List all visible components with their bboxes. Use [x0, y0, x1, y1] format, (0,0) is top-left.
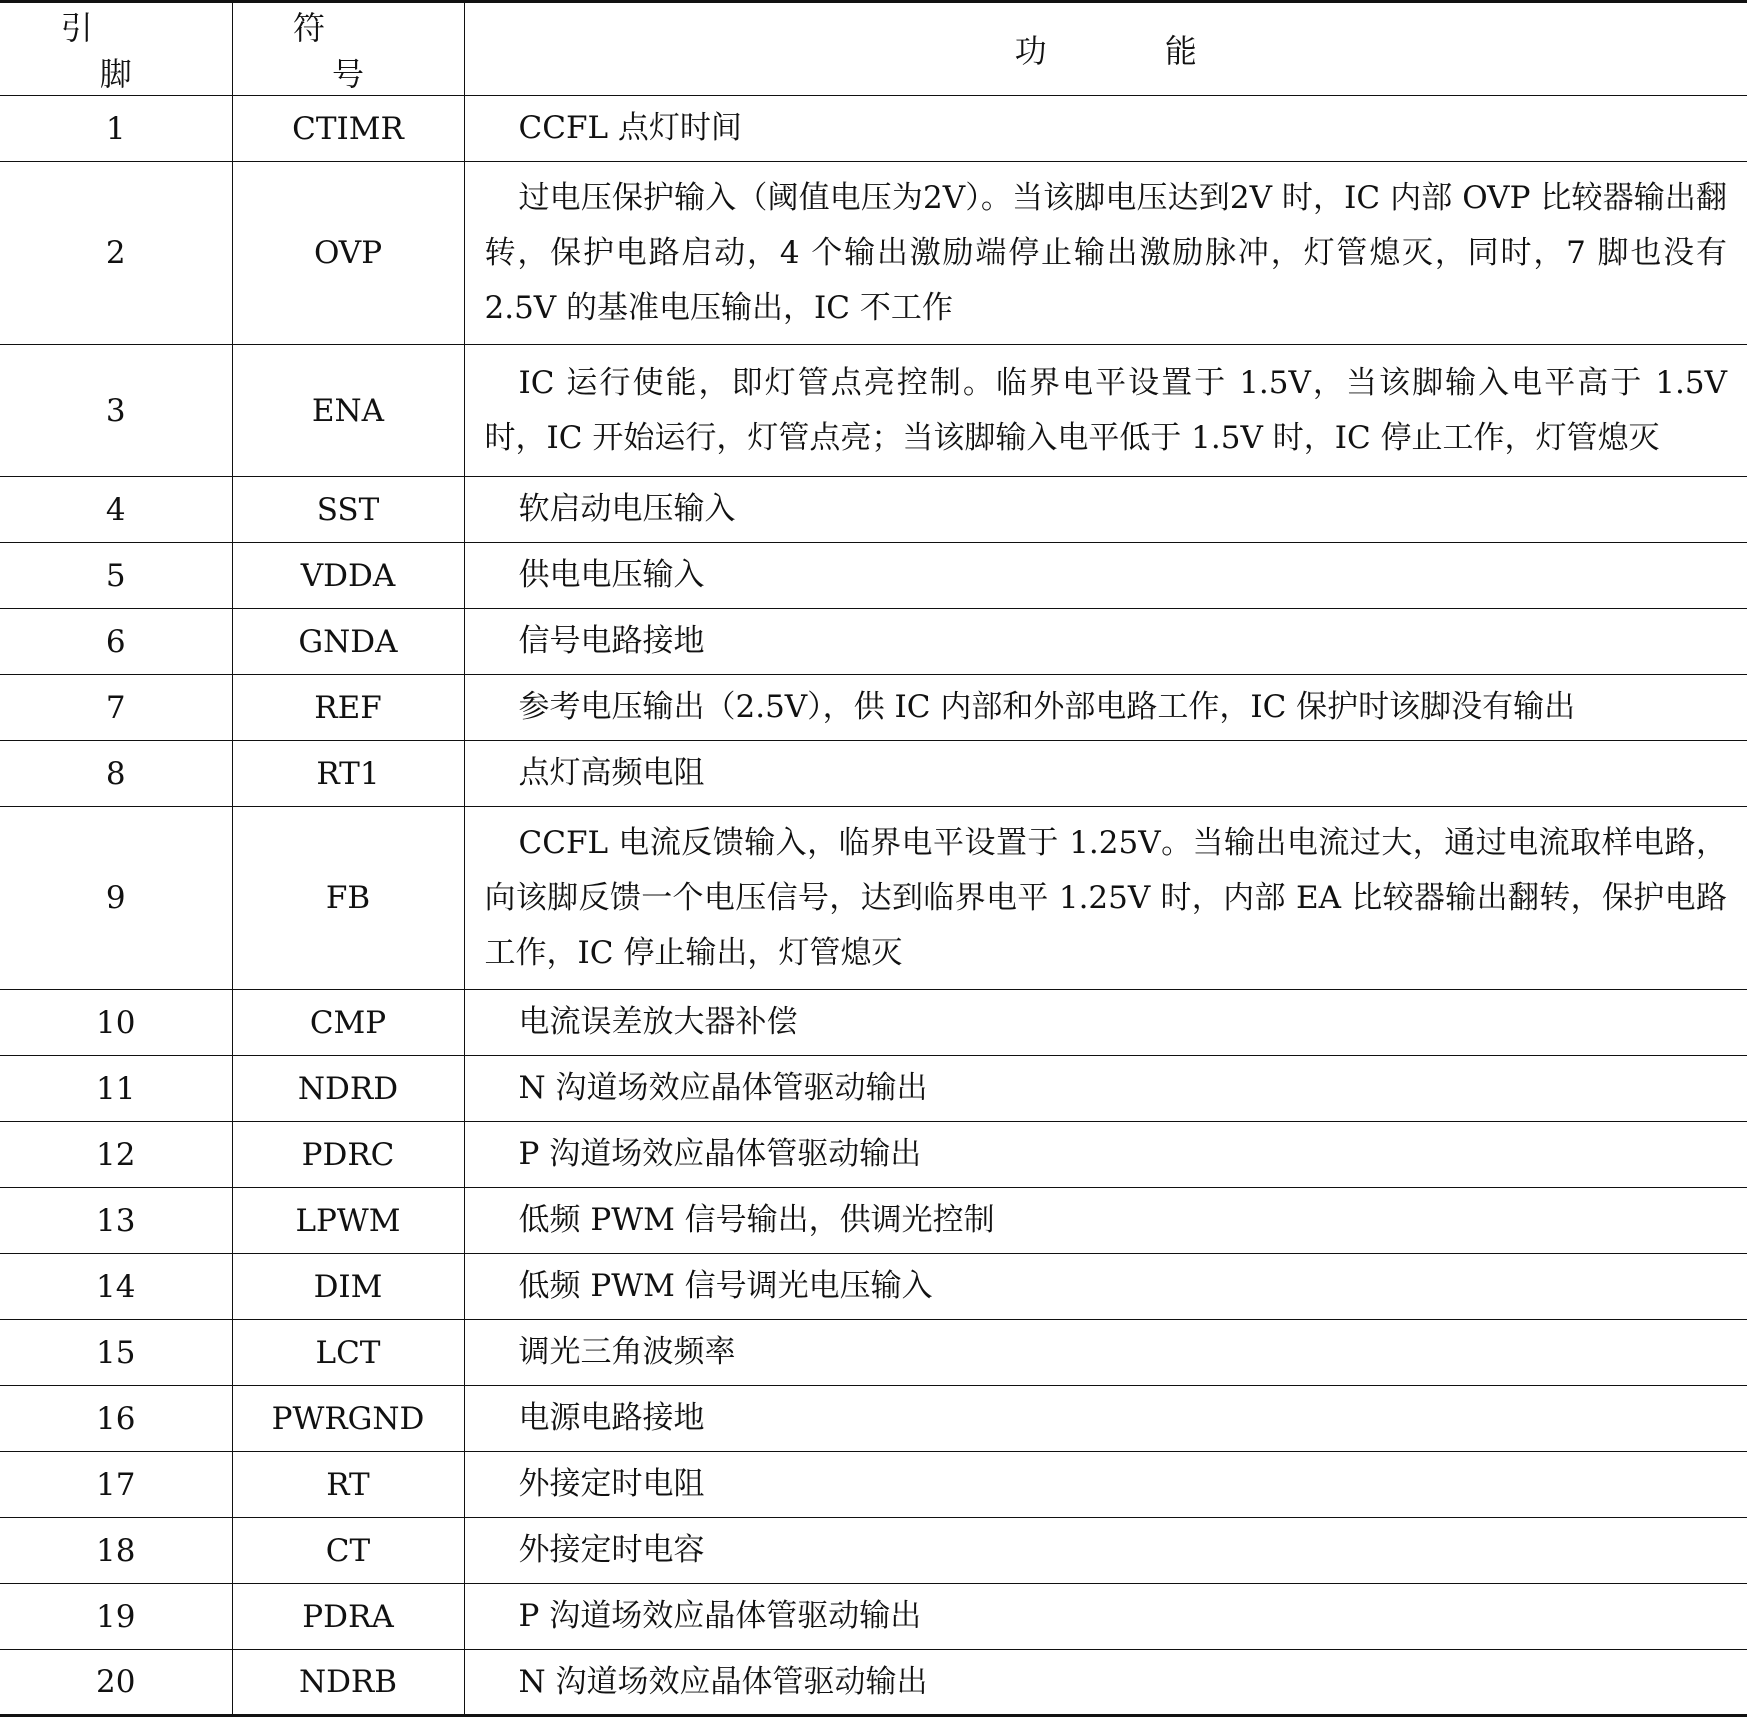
header-symbol: 符 号	[232, 2, 464, 96]
pin-number: 20	[0, 1650, 232, 1716]
pin-symbol: RT	[232, 1452, 464, 1518]
pin-symbol: LPWM	[232, 1188, 464, 1254]
pin-number: 14	[0, 1254, 232, 1320]
pin-function: 电源电路接地	[464, 1386, 1747, 1452]
pin-function: N 沟道场效应晶体管驱动输出	[464, 1650, 1747, 1716]
header-function: 功 能	[464, 2, 1747, 96]
pin-function: P 沟道场效应晶体管驱动输出	[464, 1122, 1747, 1188]
table-row	[0, 1584, 1747, 1650]
pin-symbol: VDDA	[232, 543, 464, 609]
table-row	[0, 609, 1747, 675]
table-row	[0, 675, 1747, 741]
pin-symbol: NDRD	[232, 1056, 464, 1122]
pin-function: N 沟道场效应晶体管驱动输出	[464, 1056, 1747, 1122]
pin-function: 调光三角波频率	[464, 1320, 1747, 1386]
pin-symbol: REF	[232, 675, 464, 741]
table-header-row	[0, 2, 1747, 96]
table-row	[0, 1056, 1747, 1122]
table-row	[0, 345, 1747, 477]
pin-symbol: LCT	[232, 1320, 464, 1386]
pin-function: P 沟道场效应晶体管驱动输出	[464, 1584, 1747, 1650]
pin-number: 13	[0, 1188, 232, 1254]
table-row	[0, 990, 1747, 1056]
pin-function: 电流误差放大器补偿	[464, 990, 1747, 1056]
table-row	[0, 1122, 1747, 1188]
table-row	[0, 1188, 1747, 1254]
table-row	[0, 162, 1747, 345]
pin-function: 外接定时电阻	[464, 1452, 1747, 1518]
pin-number: 7	[0, 675, 232, 741]
pin-symbol: RT1	[232, 741, 464, 807]
pin-function: 供电电压输入	[464, 543, 1747, 609]
table-row	[0, 543, 1747, 609]
pin-function: CCFL 电流反馈输入，临界电平设置于 1.25V。当输出电流过大，通过电流取样电路，向该脚反馈一个电压信号，达到临界电平 1.25V 时，内部 EA 比较器输出翻转，保护电路工作，IC 停止输出，灯管熄灭	[464, 807, 1747, 990]
pin-function: IC 运行使能，即灯管点亮控制。临界电平设置于 1.5V，当该脚输入电平高于 1.5V 时，IC 开始运行，灯管点亮；当该脚输入电平低于 1.5V 时，IC 停止工作，灯管熄灭	[464, 345, 1747, 477]
pin-symbol: CTIMR	[232, 96, 464, 162]
pin-number: 15	[0, 1320, 232, 1386]
header-pin: 引 脚	[0, 2, 232, 96]
pin-function: 点灯高频电阻	[464, 741, 1747, 807]
pin-function: 信号电路接地	[464, 609, 1747, 675]
pin-function: 低频 PWM 信号调光电压输入	[464, 1254, 1747, 1320]
pin-function: 过电压保护输入（阈值电压为2V）。当该脚电压达到2V 时，IC 内部 OVP 比较器输出翻转，保护电路启动，4 个输出激励端停止输出激励脉冲，灯管熄灭，同时，7 脚也没有 2.5V 的基准电压输出，IC 不工作	[464, 162, 1747, 345]
table-row	[0, 1254, 1747, 1320]
table-row	[0, 96, 1747, 162]
pin-number: 4	[0, 477, 232, 543]
pin-number: 17	[0, 1452, 232, 1518]
pin-function: 参考电压输出（2.5V），供 IC 内部和外部电路工作，IC 保护时该脚没有输出	[464, 675, 1747, 741]
pin-number: 18	[0, 1518, 232, 1584]
pin-function: 低频 PWM 信号输出，供调光控制	[464, 1188, 1747, 1254]
table-row	[0, 741, 1747, 807]
pin-symbol: OVP	[232, 162, 464, 345]
pin-number: 5	[0, 543, 232, 609]
table-row	[0, 1386, 1747, 1452]
pin-function: 外接定时电容	[464, 1518, 1747, 1584]
pin-number: 2	[0, 162, 232, 345]
pin-number: 3	[0, 345, 232, 477]
pin-symbol: GNDA	[232, 609, 464, 675]
pin-function: 软启动电压输入	[464, 477, 1747, 543]
pin-symbol: SST	[232, 477, 464, 543]
pin-symbol: NDRB	[232, 1650, 464, 1716]
table-row	[0, 1452, 1747, 1518]
pin-symbol: PDRC	[232, 1122, 464, 1188]
pin-symbol: ENA	[232, 345, 464, 477]
table-row	[0, 1320, 1747, 1386]
pin-number: 8	[0, 741, 232, 807]
table-row	[0, 1518, 1747, 1584]
table-row	[0, 477, 1747, 543]
pin-symbol: PWRGND	[232, 1386, 464, 1452]
pin-number: 12	[0, 1122, 232, 1188]
pin-number: 10	[0, 990, 232, 1056]
pin-symbol: PDRA	[232, 1584, 464, 1650]
table-row	[0, 807, 1747, 990]
table-row	[0, 1650, 1747, 1716]
pin-number: 11	[0, 1056, 232, 1122]
pin-number: 9	[0, 807, 232, 990]
pin-number: 16	[0, 1386, 232, 1452]
pin-number: 19	[0, 1584, 232, 1650]
pin-symbol: DIM	[232, 1254, 464, 1320]
pin-symbol: CT	[232, 1518, 464, 1584]
pin-symbol: CMP	[232, 990, 464, 1056]
pin-symbol: FB	[232, 807, 464, 990]
pin-function: CCFL 点灯时间	[464, 96, 1747, 162]
pin-number: 1	[0, 96, 232, 162]
pin-number: 6	[0, 609, 232, 675]
